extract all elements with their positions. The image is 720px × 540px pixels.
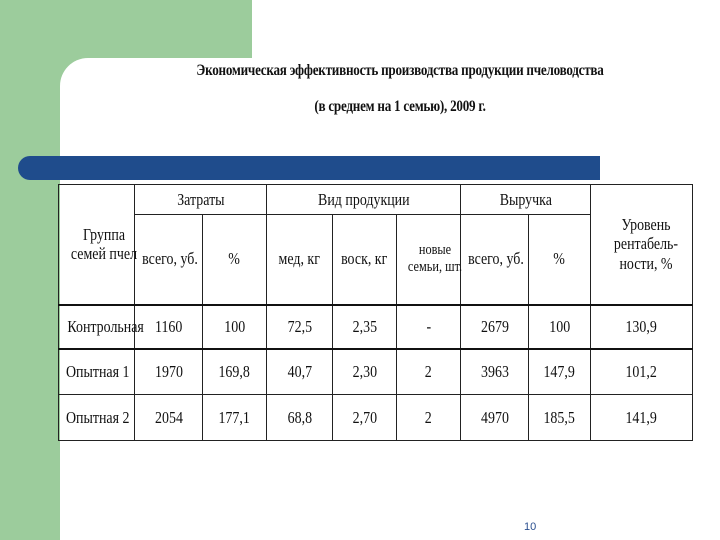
cell-group: Опытная 1 xyxy=(59,349,135,395)
cell-costs-pct: 100 xyxy=(203,305,267,349)
header-revenue: Выручка xyxy=(461,185,591,215)
header-revenue-pct: % xyxy=(529,215,591,305)
cell-costs-pct: 177,1 xyxy=(203,395,267,441)
header-honey: мед, кг xyxy=(267,215,333,305)
cell-costs-total: 2054 xyxy=(135,395,203,441)
cell-revenue-pct: 185,5 xyxy=(529,395,591,441)
green-left-strip xyxy=(0,0,60,540)
cell-revenue-pct: 100 xyxy=(529,305,591,349)
header-revenue-total: всего, уб. xyxy=(461,215,529,305)
cell-revenue-total: 4970 xyxy=(461,395,529,441)
data-table xyxy=(58,184,693,441)
cell-revenue-pct: 147,9 xyxy=(529,349,591,395)
cell-wax: 2,70 xyxy=(333,395,397,441)
table-row xyxy=(59,305,693,349)
cell-honey: 68,8 xyxy=(267,395,333,441)
cell-profitability: 141,9 xyxy=(591,395,693,441)
cell-profitability: 130,9 xyxy=(591,305,693,349)
blue-divider-bar xyxy=(18,156,600,180)
cell-honey: 40,7 xyxy=(267,349,333,395)
cell-new-families: - xyxy=(397,305,461,349)
table-row xyxy=(59,395,693,441)
cell-group: Опытная 2 xyxy=(59,395,135,441)
header-costs-pct: % xyxy=(203,215,267,305)
cell-new-families: 2 xyxy=(397,349,461,395)
header-costs-total: всего, уб. xyxy=(135,215,203,305)
slide-title-line2: (в среднем на 1 семью), 2009 г. xyxy=(314,98,486,115)
cell-wax: 2,35 xyxy=(333,305,397,349)
white-top-area xyxy=(252,0,720,60)
cell-honey: 72,5 xyxy=(267,305,333,349)
header-costs: Затраты xyxy=(135,185,267,215)
page-number: 10 xyxy=(524,521,537,533)
cell-profitability: 101,2 xyxy=(591,349,693,395)
cell-revenue-total: 2679 xyxy=(461,305,529,349)
header-products: Вид продукции xyxy=(267,185,461,215)
slide-title-line1: Экономическая эффективность производства продукции пчеловодства xyxy=(196,62,604,79)
header-group: Группа семей пчел xyxy=(59,185,135,305)
cell-group: Контрольная xyxy=(59,305,135,349)
header-new-families: новые семьи, шт. xyxy=(397,215,461,305)
cell-costs-total: 1970 xyxy=(135,349,203,395)
table-row xyxy=(59,349,693,395)
header-wax: воск, кг xyxy=(333,215,397,305)
cell-costs-pct: 169,8 xyxy=(203,349,267,395)
cell-revenue-total: 3963 xyxy=(461,349,529,395)
header-profitability: Уровень рентабель-ности, % xyxy=(591,185,693,305)
cell-wax: 2,30 xyxy=(333,349,397,395)
cell-new-families: 2 xyxy=(397,395,461,441)
cell-costs-total: 1160 xyxy=(135,305,203,349)
